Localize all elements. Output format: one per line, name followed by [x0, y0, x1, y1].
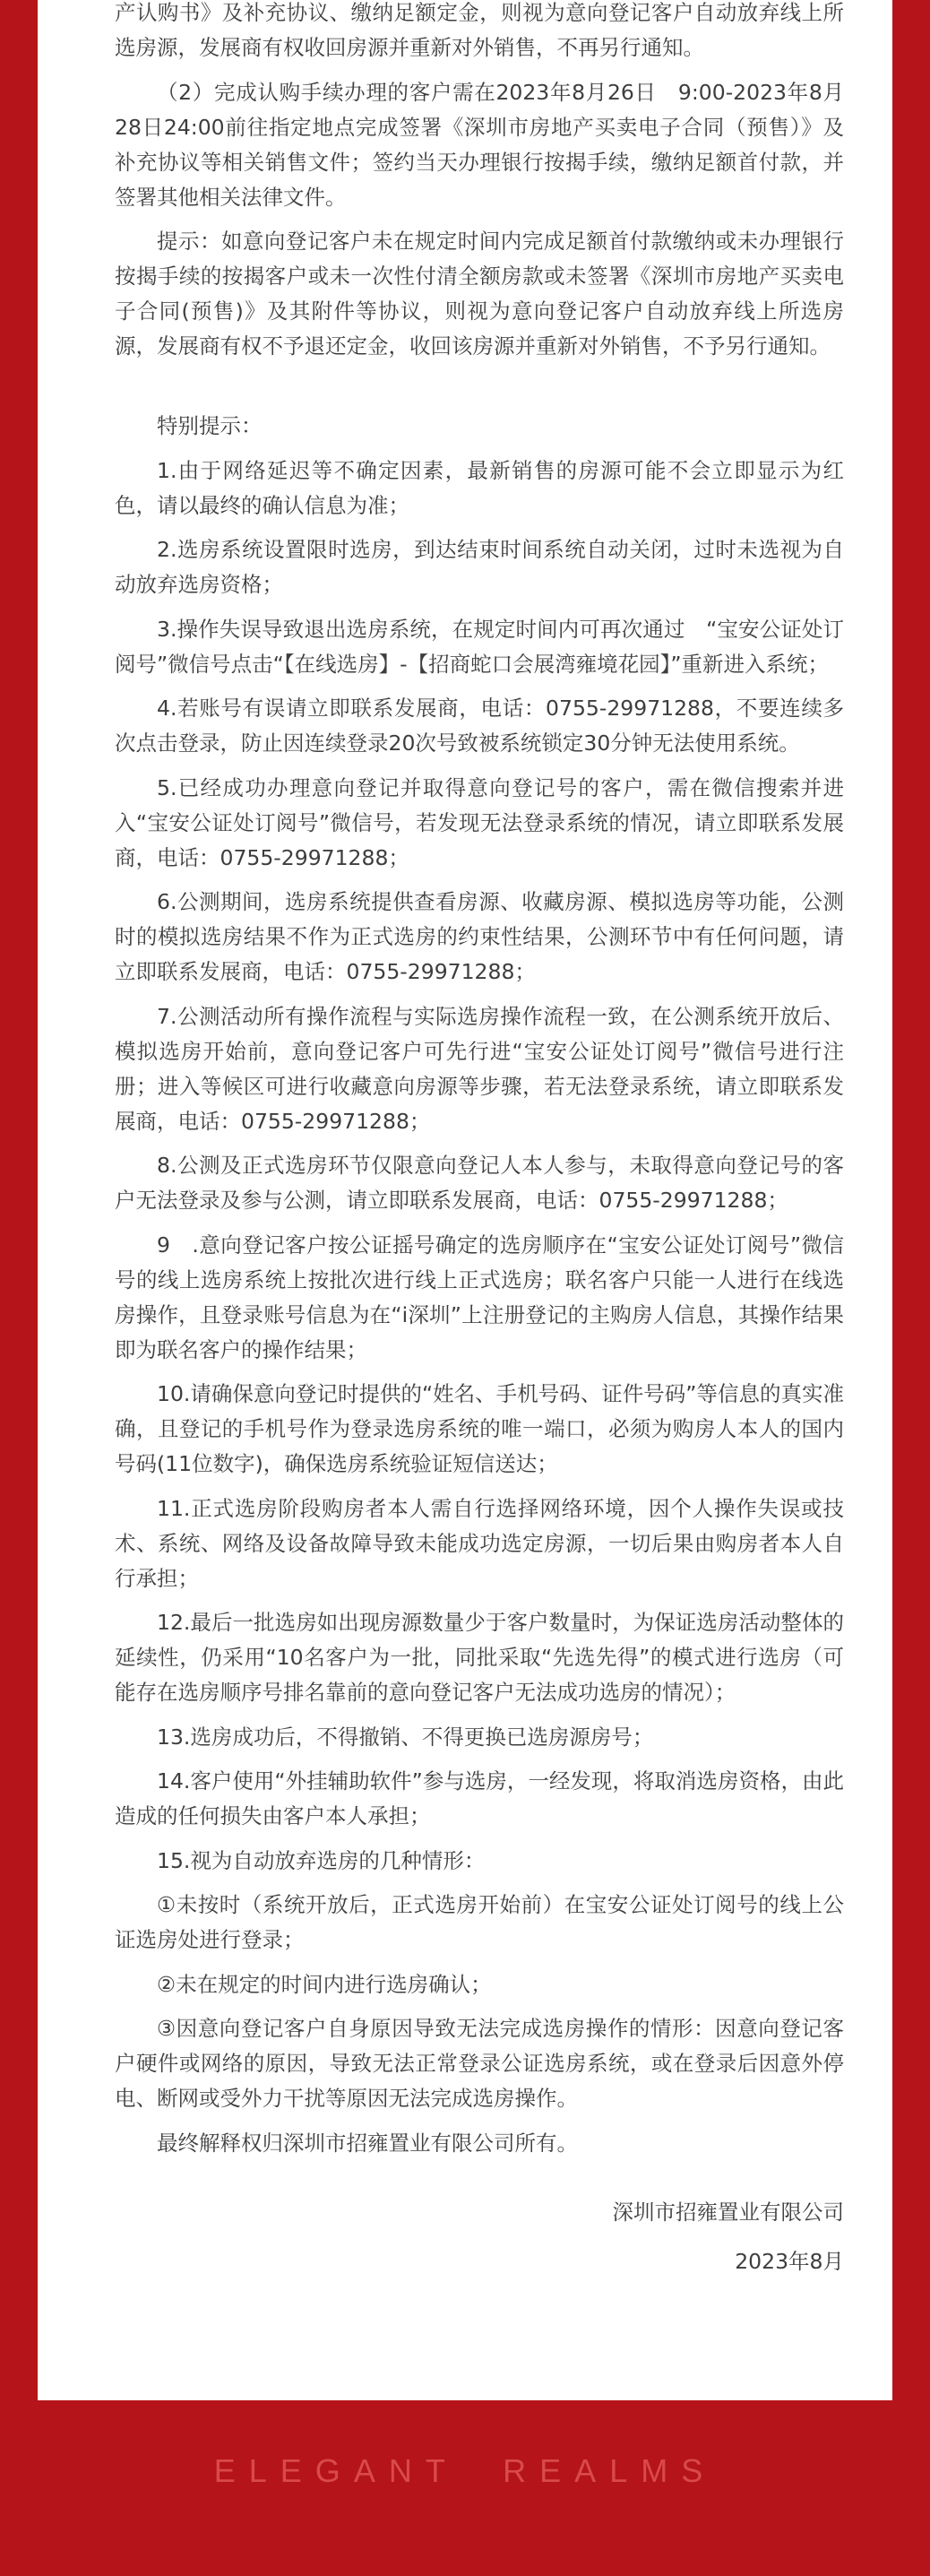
forfeit-case-2: ②未在规定的时间内进行选房确认；: [157, 1971, 492, 1997]
company-signature: 深圳市招雍置业有限公司: [612, 2199, 844, 2225]
notice-item-13: 13.选房成功后，不得撤销、不得更换已选房源房号；: [157, 1724, 654, 1750]
footer-brand-text: ELEGANT REALMS: [213, 2452, 717, 2489]
notice-item-1: 1.由于网络延迟等不确定因素，最新销售的房源可能不会立即显示为红色，请以最终的确认信息为准；: [115, 457, 844, 518]
notice-item-8: 8.公测及正式选房环节仅限意向登记人本人参与，未取得意向登记号的客户无法登录及参与公测，请立即联系发展商，电话：0755-29971288；: [115, 1153, 844, 1213]
notice-item-14: 14.客户使用“外挂辅助软件”参与选房，一经发现，将取消选房资格，由此造成的任何损失由客户本人承担；: [115, 1768, 844, 1828]
signature-date: 2023年8月: [735, 2248, 844, 2274]
notice-item-4: 4.若账号有误请立即联系发展商，电话：0755-29971288，不要连续多次点击登录，防止因连续登录20次号致被系统锁定30分钟无法使用系统。: [115, 696, 844, 756]
paragraph-reminder: 提示：如意向登记客户未在规定时间内完成足额首付款缴纳或未办理银行按揭手续的按揭客户或未一次性付清全额房款或未签署《深圳市房地产买卖电子合同(预售)》及其附件等协议，则视为意向登记客户自动放弃线上所选房源，发展商有权不予退还定金，收回该房源并重新对外销售，不予另行通知。: [115, 229, 844, 359]
notice-item-6: 6.公测期间，选房系统提供查看房源、收藏房源、模拟选房等功能，公测时的模拟选房结果不作为正式选房的约束性结果，公测环节中有任何问题，请立即联系发展商，电话：0755-29971288；: [115, 889, 844, 984]
notice-item-15: 15.视为自动放弃选房的几种情形：: [157, 1847, 486, 1873]
notice-item-11: 11.正式选房阶段购房者本人需自行选择网络环境，因个人操作失误或技术、系统、网络及设备故障导致未能成功选定房源，一切后果由购房者本人自行承担；: [115, 1495, 844, 1591]
notice-item-5: 5.已经成功办理意向登记并取得意向登记号的客户，需在微信搜索并进入“宝安公证处订阅号”微信号，若发现无法登录系统的情况，请立即联系发展商，电话：0755-29971288；: [115, 774, 844, 870]
notice-item-2: 2.选房系统设置限时选房，到达结束时间系统自动关闭，过时未选视为自动放弃选房资格；: [115, 537, 844, 597]
paragraph-contract-signing: （2）完成认购手续办理的客户需在2023年8月26日 9:00-2023年8月28日24:00前往指定地点完成签署《深圳市房地产买卖电子合同（预售）》及补充协议等相关销售文件；签约当天办理银行按揭手续，缴纳足额首付款，并签署其他相关法律文件。: [115, 79, 844, 210]
special-notice-heading: 特别提示：: [157, 413, 263, 438]
notice-item-10: 10.请确保意向登记时提供的“姓名、手机号码、证件号码”等信息的真实准确，且登记的手机号作为登录选房系统的唯一端口，必须为购房人本人的国内号码(11位数字)，确保选房系统验证短信送达；: [115, 1381, 844, 1476]
forfeit-case-1: ①未按时（系统开放后，正式选房开始前）在宝安公证处订阅号的线上公证选房处进行登录；: [115, 1892, 844, 1952]
notice-item-12: 12.最后一批选房如出现房源数量少于客户数量时，为保证选房活动整体的延续性，仍采用“10名客户为一批，同批采取“先选先得”的模式进行选房（可能存在选房顺序号排名靠前的意向登记客户无法成功选房的情况）；: [115, 1610, 844, 1705]
notice-item-7: 7.公测活动所有操作流程与实际选房操作流程一致，在公测系统开放后、模拟选房开始前，意向登记客户可先行进“宝安公证处订阅号”微信号进行注册；进入等候区可进行收藏意向房源等步骤，若无法登录系统，请立即联系发展商，电话：0755-29971288；: [115, 1003, 844, 1134]
final-interpretation: 最终解释权归深圳市招雍置业有限公司所有。: [157, 2130, 578, 2156]
notice-item-9: 9 .意向登记客户按公证摇号确定的选房顺序在“宝安公证处订阅号”微信号的线上选房系统上按批次进行线上正式选房；联名客户只能一人进行在线选房操作，且登录账号信息为在“i深圳”上注册登记的主购房人信息，其操作结果即为联名客户的操作结果；: [115, 1232, 844, 1362]
notice-item-3: 3.操作失误导致退出选房系统，在规定时间内可再次通过 “宝安公证处订阅号”微信号点击“【在线选房】-【招商蛇口会展湾雍境花园】”重新进入系统；: [115, 616, 844, 677]
notice-document: [38, 0, 892, 2400]
paragraph-continuation: 产认购书》及补充协议、缴纳足额定金，则视为意向登记客户自动放弃线上所选房源，发展商有权收回房源并重新对外销售，不再另行通知。: [115, 0, 844, 60]
forfeit-case-3: ③因意向登记客户自身原因导致无法完成选房操作的情形：因意向登记客户硬件或网络的原因，导致无法正常登录公证选房系统，或在登录后因意外停电、断网或受外力干扰等原因无法完成选房操作。: [115, 2016, 844, 2111]
